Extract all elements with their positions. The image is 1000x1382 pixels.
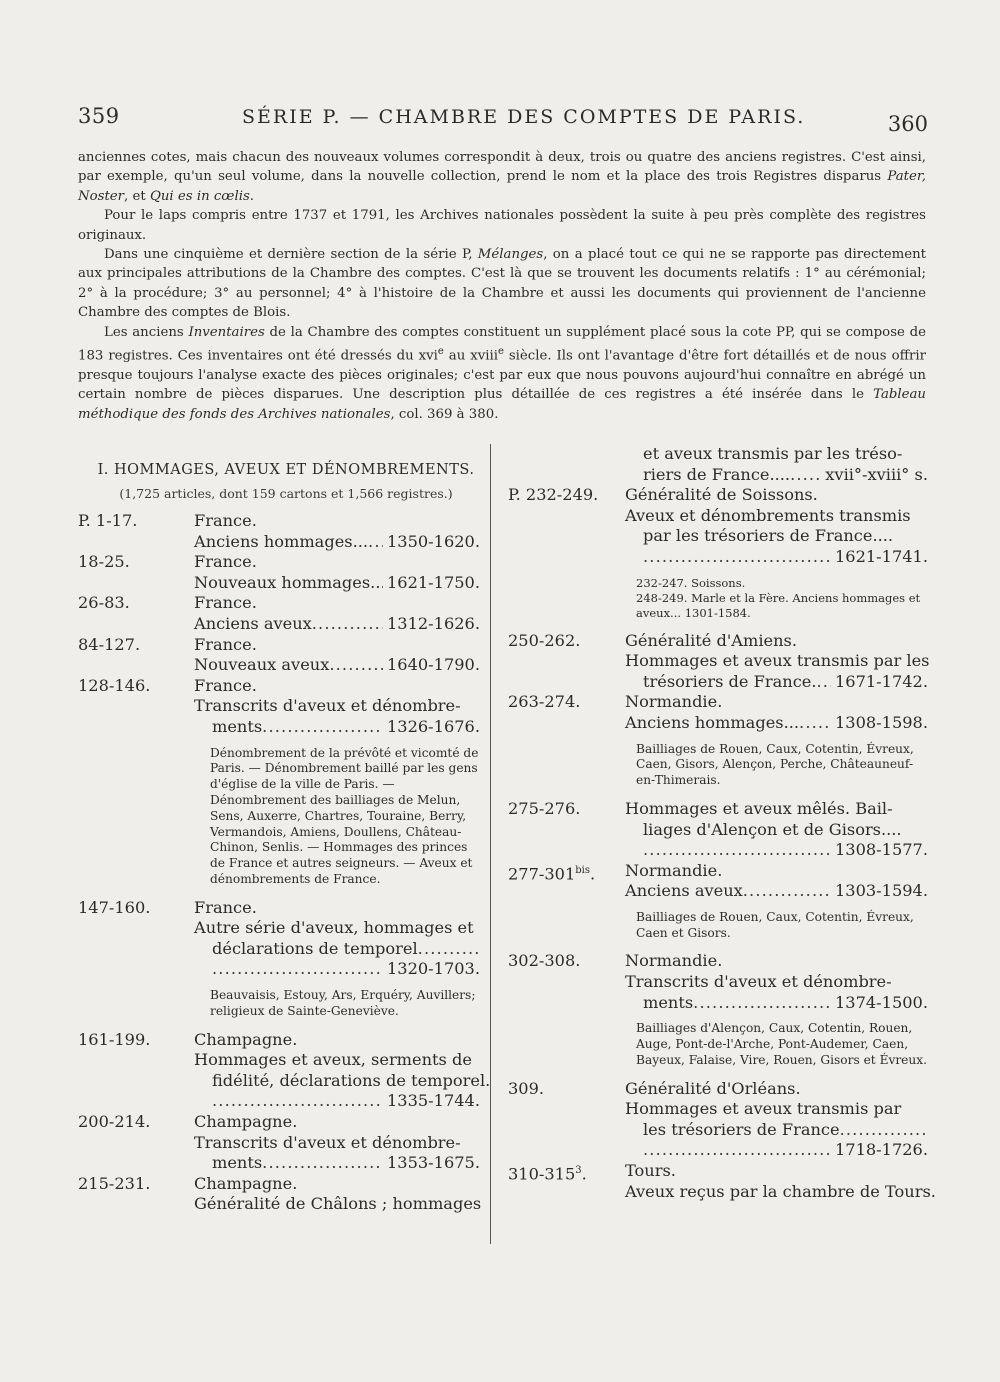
entry-note: Bailliages de Rouen, Caux, Cotentin, Évreux, Caen, Gisors, Alençon, Perche, Châteauneuf-en-Thimerais. [636, 741, 914, 788]
cote: 250-262. [508, 630, 581, 650]
cote: $310-315^3$. [508, 1164, 587, 1184]
cote: 84-127. [78, 634, 141, 654]
list-item: 200-214. Champagne. Transcrits d'aveux et dénombre- ments . . . 1353-1675. [78, 1112, 480, 1174]
list-item: 309. Généralité d'Orléans. Hommages et aveux transmis par les trésoriers de France . . . . . . 1718-1726. [508, 1079, 928, 1161]
cote: 275-276. [508, 798, 581, 818]
cote: 309. [508, 1078, 545, 1098]
list-item: 161-199. Champagne. Hommages et aveux, serments de fidélité, déclarations de temporel. . . . 1335-1744. [78, 1030, 480, 1112]
cote: 302-308. [508, 951, 581, 971]
list-item: 215-231. Champagne. Généralité de Châlons ; hommages [78, 1173, 482, 1214]
running-header [78, 104, 928, 134]
list-item: 18-25. France. Nouveaux hommages.. . . . 1621-1750. [78, 552, 480, 593]
section-subtitle: (1,725 articles, dont 159 cartons et 1,566 registres.) [119, 486, 453, 501]
running-title: SÉRIE P. — CHAMBRE DES COMPTES DE PARIS. [242, 106, 806, 128]
section-title: I. HOMMAGES, AVEUX ET DÉNOMBREMENTS. [97, 462, 475, 478]
cote: 26-83. [78, 593, 130, 613]
list-item: 26-83. France. Anciens aveux . . . 1312-1626. [78, 593, 480, 634]
list-item: P. 1-17. France. Anciens hommages... . . . 1350-1620. [78, 511, 480, 552]
cote: P. 232-249. [508, 485, 599, 505]
entry-note: Beauvaisis, Estouy, Ars, Erquéry, Auvillers; religieux de Sainte-Geneviève. [210, 988, 476, 1018]
cote: $277-301^{bis}$. [508, 864, 596, 884]
cote: 161-199. [78, 1029, 151, 1049]
list-item: 302-308. Normandie. Transcrits d'aveux et dénombre- ments . . . 1374-1500. [508, 951, 928, 1013]
cote: 200-214. [78, 1112, 151, 1132]
right-column [508, 444, 936, 1202]
cote: 18-25. [78, 552, 130, 572]
cote: P. 1-17. [78, 511, 138, 530]
intro-paragraph-2: Pour le laps compris entre 1737 et 1791, les Archives nationales possèdent la suite à peu près complète des registres originaux. [78, 208, 926, 243]
entry-note: 232-247. Soissons. 248-249. Marle et la Fère. Anciens hommages et aveux... 1301-1584. [636, 575, 921, 620]
entry-note: Bailliages d'Alençon, Caux, Cotentin, Rouen, Auge, Pont-de-l'Arche, Pont-Audemer, Caen, Bayeux, Falaise, Vire, Rouen, Gisors et Évreux. [636, 1021, 927, 1067]
intro-paragraph-3: Dans une cinquième et dernière section de la série P, Mélanges, on a placé tout ce qui ne se rapporte pas directement aux principales attributions de la Chambre des comptes. C'est là que se trouvent les documents relatifs : 1° au cérémonial; 2° à la procédure; 3° au personnel; 4° à l'histoire de la Chambre et aussi les documents qui proviennent de l'ancienne Chambre des comptes de Blois. [78, 247, 926, 321]
list-item: 128-146. France. Transcrits d'aveux et dénombre- ments . . . 1326-1676. [78, 676, 480, 738]
list-item: 263-274. Normandie. Anciens hommages... . . . 1308-1598. [508, 692, 928, 733]
list-item: P. 232-249. Généralité de Soissons. Aveux et dénombrements transmis par les trésoriers de France.... . . . 1621-1741. [508, 485, 928, 567]
cote: 128-146. [78, 675, 151, 695]
list-item: 275-276. Hommages et aveux mêlés. Bail- liages d'Alençon et de Gisors.... . . . 1308-1577. [508, 799, 928, 861]
column-divider [490, 444, 491, 1244]
list-item: 84-127. France. Nouveaux aveux . . . 1640-1790. [78, 635, 480, 676]
list-item: $277-301^{bis}$. Normandie. Anciens aveux . . . 1303-1594. [508, 861, 928, 902]
list-item: 147-160. France. Autre série d'aveux, hommages et déclarations de temporel . . . . . . 1320-1703. [78, 898, 480, 980]
entry-note: Bailliages de Rouen, Caux, Cotentin, Évreux, Caen et Gisors. [636, 909, 914, 940]
page-number-left: 359 [78, 104, 120, 128]
left-column [78, 462, 491, 1215]
list-item: 250-262. Généralité d'Amiens. Hommages et aveux transmis par les trésoriers de France. . . . 1671-1742. [508, 631, 928, 693]
cote: 147-160. [78, 897, 151, 917]
cote: 215-231. [78, 1173, 151, 1193]
intro-paragraph-1: anciennes cotes, mais chacun des nouveaux volumes correspondit à deux, trois ou quatre des anciens registres. C'est ainsi, par exemple, qu'un seul volume, dans la nouvelle collection, prend le nom et la place des trois Registres disparus Pater, Noster, et Qui es in cœlis. [78, 150, 926, 204]
list-item: et aveux transmis par les tréso- riers de France.... . . . xvii°-xviii° s. [508, 444, 928, 485]
cote: 263-274. [508, 692, 581, 712]
intro-paragraph-4: Les anciens Inventaires de la Chambre des comptes constituent un supplément placé sous la cote PP, qui se compose de 183 registres. Ces inventaires ont été dressés du xvi$^e$ au xviii$^e$ siècle. Ils ont l'avantage d'être fort détaillés et de nous offrir presque toujours l'analyse exacte des pièces originales; c'est par eux que nous pouvons aujourd'hui connaître en abrégé un certain nombre de pièces disparues. Une description plus détaillée de ces registres a été insérée dans le Tableau méthodique des fonds des Archives nationales, col. 369 à 380. [78, 324, 926, 422]
intro-text [78, 148, 926, 424]
entry-note: Dénombrement de la prévôté et vicomté de Paris. — Dénombrement baillé par les gens d'église de la ville de Paris. — Dénombrement des bailliages de Melun, Sens, Auxerre, Chartres, Touraine, Berry, Vermandois, Amiens, Doullens, Château-Chinon, Senlis. — Hommages des princes de France et autres seigneurs. — Aveux et dénombrements de France. [210, 745, 479, 886]
list-item: $310-315^3$. Tours. Aveux reçus par la chambre de Tours. [508, 1161, 936, 1201]
page-number-right: 360 [887, 112, 928, 136]
